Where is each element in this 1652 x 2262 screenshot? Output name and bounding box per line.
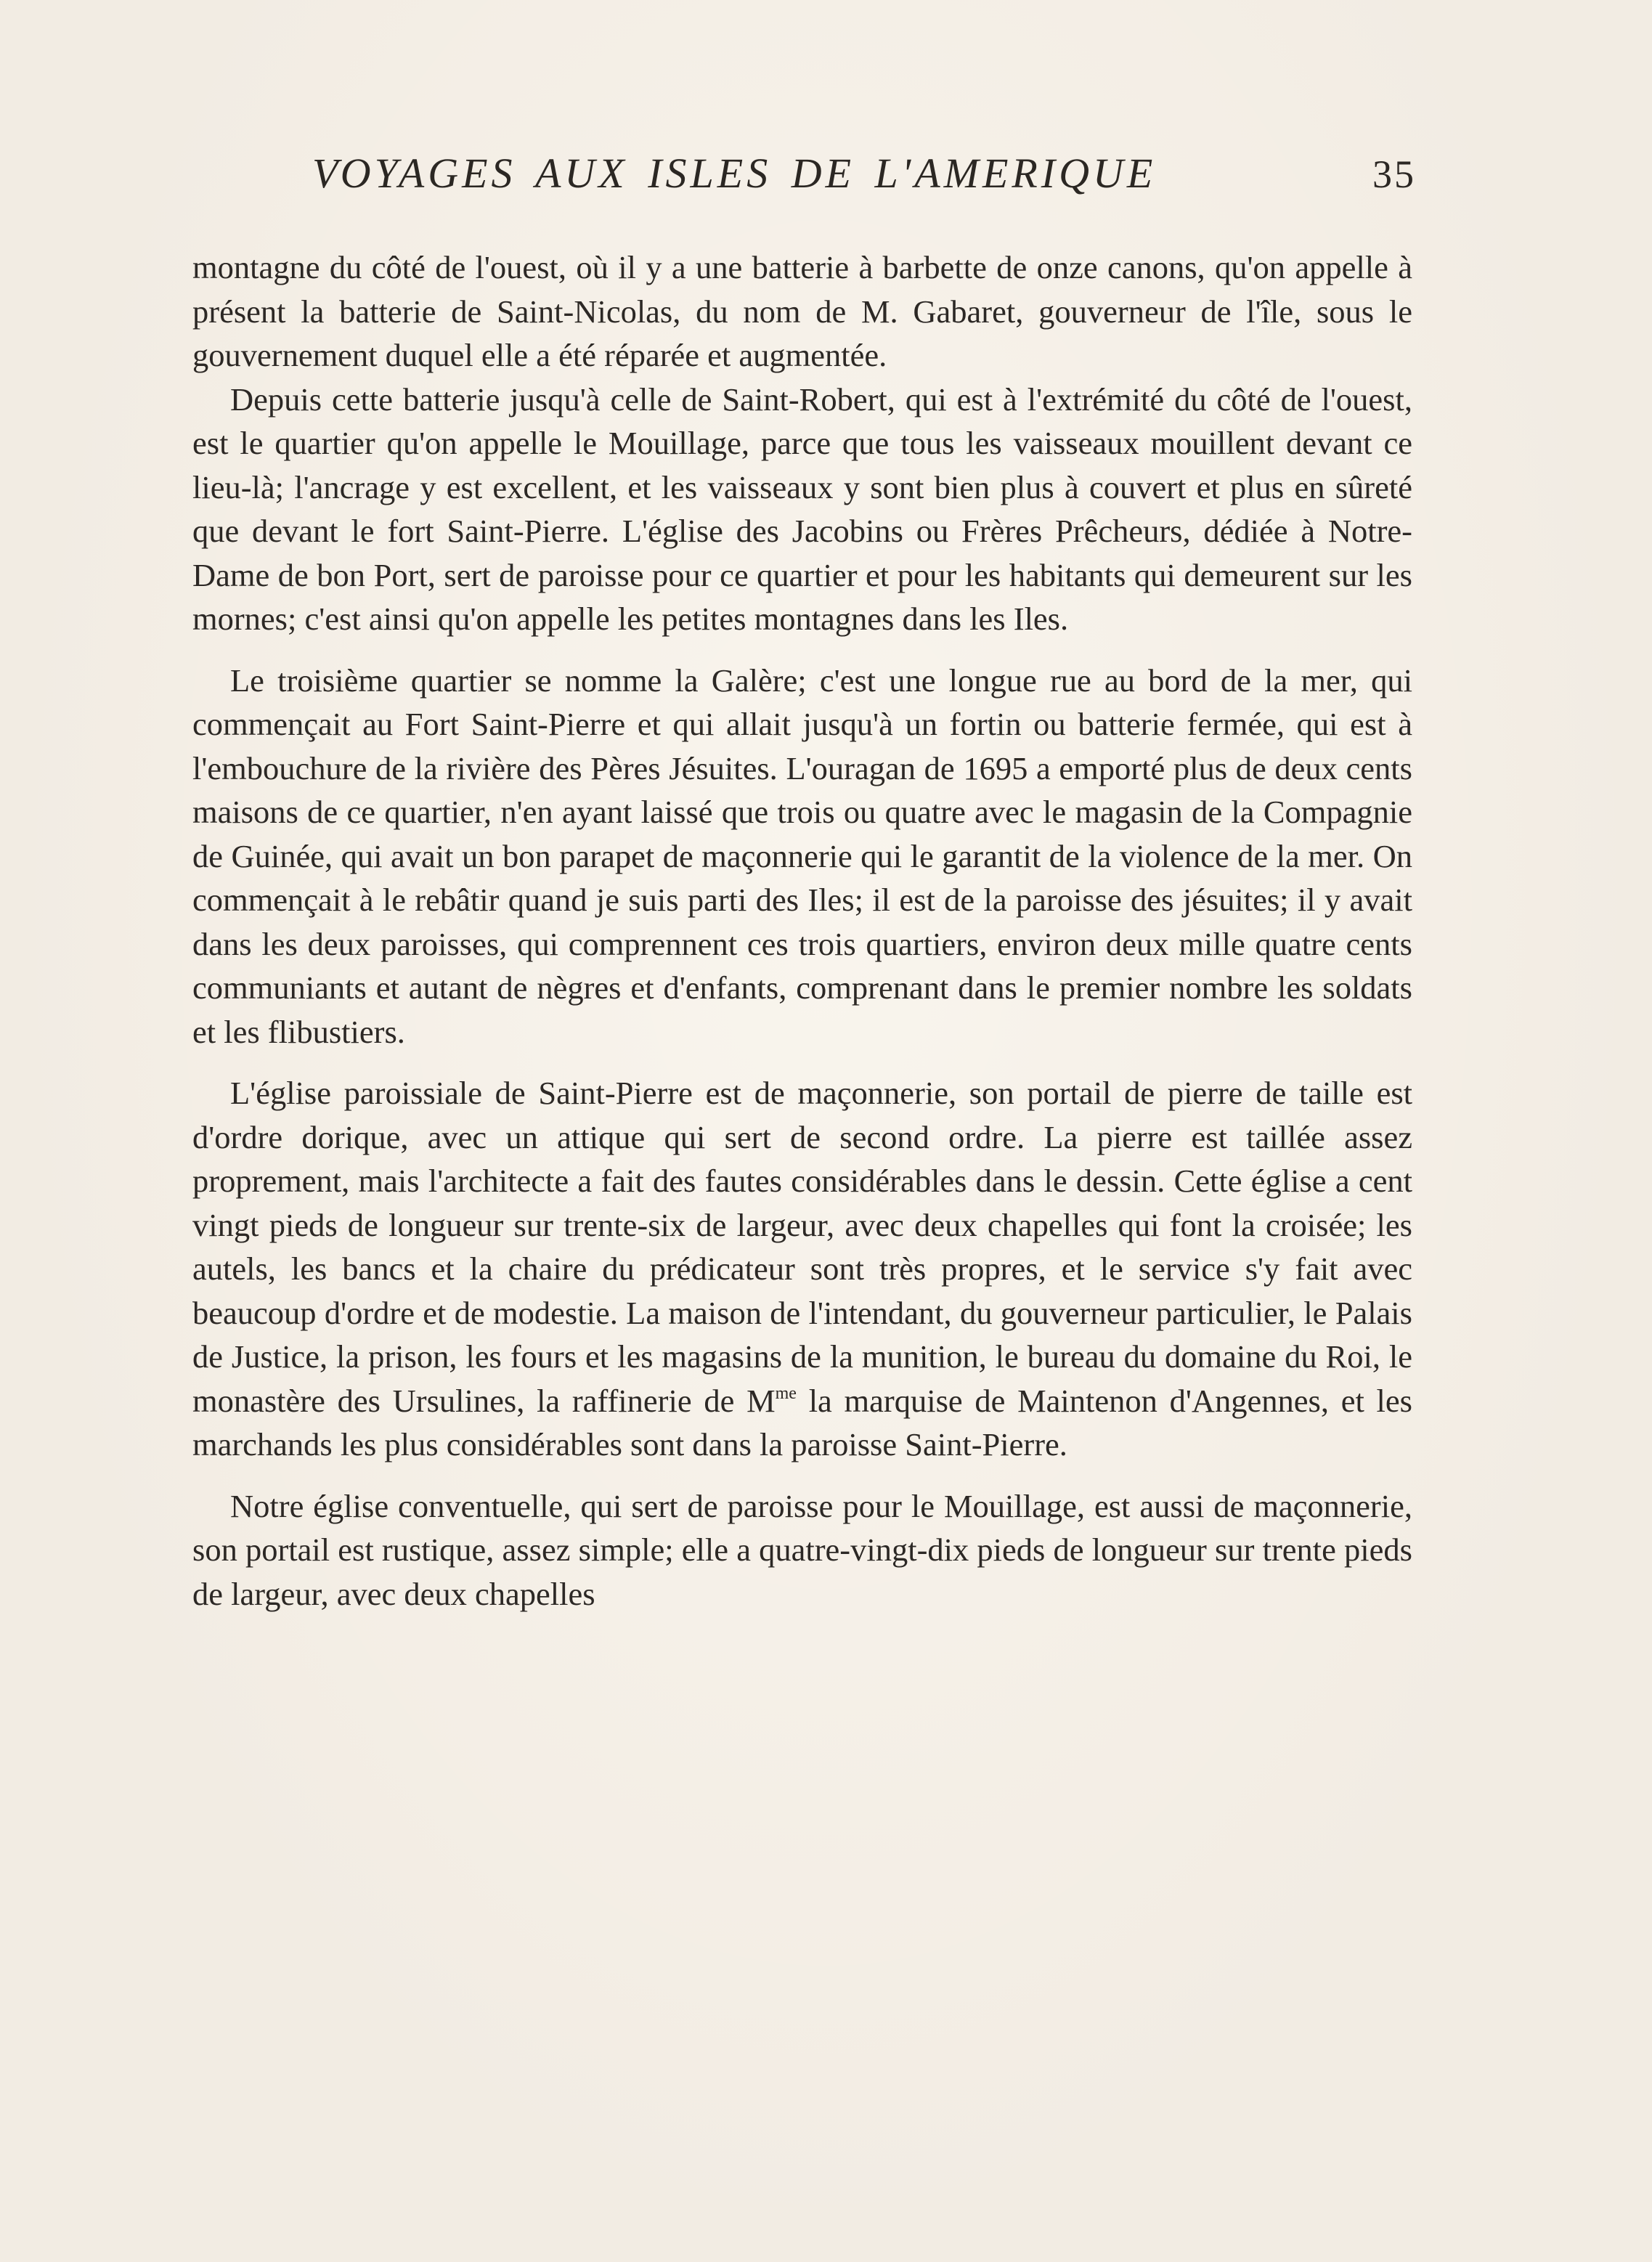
running-head (312, 149, 1416, 207)
superscript-abbreviation: me (775, 1383, 797, 1403)
running-title: VOYAGES AUX ISLES DE L'AMERIQUE (312, 150, 1157, 197)
paragraph-4-main: L'église paroissiale de Saint-Pierre est de maçonnerie, son portail de pierre de taille est d'ordre dorique, avec un attique qui sert de second ordre. La pierre est taillée assez proprement, mais l'architecte a fait des fautes considérables dans le dessin. Cette église a cent vingt pieds de longueur sur trente-six de largeur, avec deux chapelles qui font la croisée; les autels, les bancs et la chaire du prédicateur sont très propres, et le service s'y fait avec beaucoup d'ordre et de modestie. La maison de l'intendant, du gouverneur particulier, le Palais de Justice, la prison, les fours et les magasins de la munition, le bureau du domaine du Roi, le monastère des Ursulines, la raffinerie de M (192, 1075, 1412, 1419)
paragraph-5: Notre église conventuelle, qui sert de paroisse pour le Mouillage, est aussi de maçonnerie, son portail est rustique, assez simple; elle a quatre-vingt-dix pieds de longueur sur trente pieds de largeur, avec deux chapelles (192, 1487, 1412, 1612)
body-text (192, 245, 1412, 1616)
paragraph-3: Le troisième quartier se nomme la Galère; c'est une longue rue au bord de la mer, qui commençait au Fort Saint-Pierre et qui allait jusqu'à un fortin ou batterie fermée, qui est à l'embouchure de la rivière des Pères Jésuites. L'ouragan de 1695 a emporté plus de deux cents maisons de ce quartier, n'en ayant laissé que trois ou quatre avec le magasin de la Compagnie de Guinée, qui avait un bon parapet de maçonnerie qui le garantit de la violence de la mer. On commençait à le rebâtir quand je suis parti des Iles; il est de la paroisse des jésuites; il y avait dans les deux paroisses, qui comprennent ces trois quartiers, environ deux mille quatre cents communiants et autant de nègres et d'enfants, comprenant dans le premier nombre les soldats et les flibustiers. (192, 662, 1412, 1050)
paragraph-4 (192, 1071, 1412, 1467)
paragraph-2: Depuis cette batterie jusqu'à celle de Saint-Robert, qui est à l'extrémité du côté de l'ouest, est le quartier qu'on appelle le Mouillage, parce que tous les vaisseaux mouillent devant ce lieu-là; l'ancrage y est excellent, et les vaisseaux y sont bien plus à couvert et plus en sûreté que devant le fort Saint-Pierre. L'église des Jacobins ou Frères Prêcheurs, dédiée à Notre-Dame de bon Port, sert de paroisse pour ce quartier et pour les habitants qui demeurent sur les mornes; c'est ainsi qu'on appelle les petites montagnes dans les Iles. (192, 381, 1412, 637)
page-number: 35 (1372, 152, 1416, 196)
paragraph-4-end: la marquise de Maintenon d'Angennes, et les marchands les plus considérables sont dans la paroisse Saint-Pierre. (192, 1382, 1412, 1462)
paragraph-1: montagne du côté de l'ouest, où il y a une batterie à barbette de onze canons, qu'on appelle à présent la batterie de Saint-Nicolas, du nom de M. Gabaret, gouverneur de l'île, sous le gouvernement duquel elle a été réparée et augmentée. (192, 249, 1412, 373)
